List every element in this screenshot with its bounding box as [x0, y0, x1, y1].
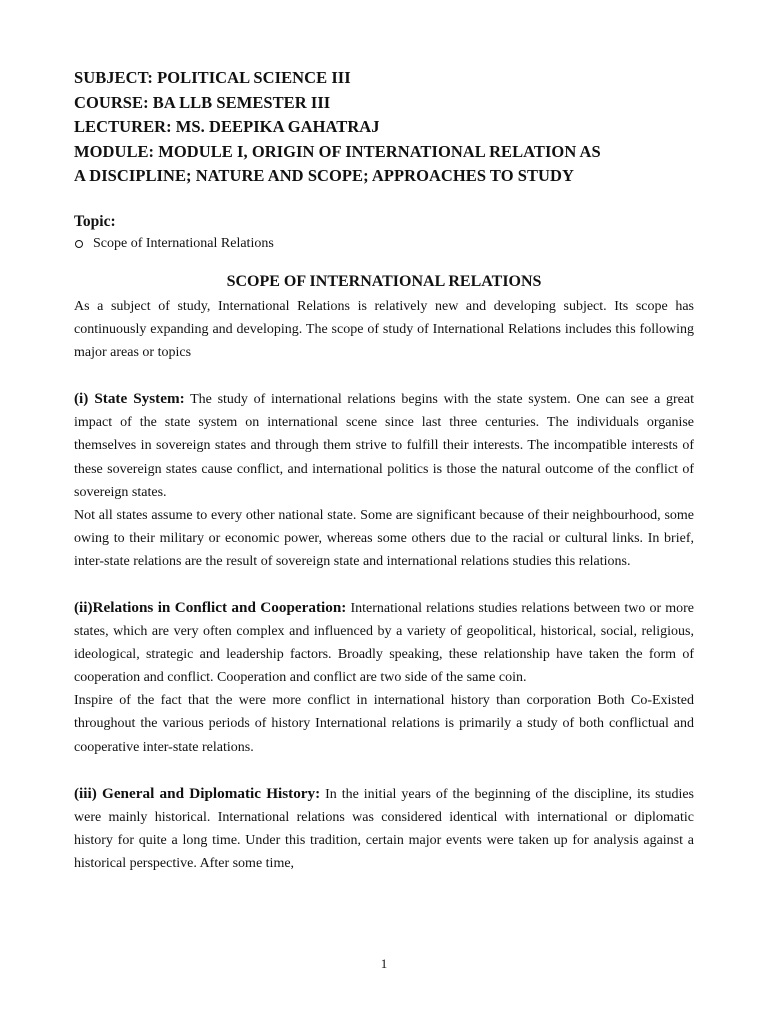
document-header — [74, 66, 694, 189]
topic-list-item — [74, 233, 694, 255]
section-title: SCOPE OF INTERNATIONAL RELATIONS — [226, 272, 542, 290]
conflict-cooperation-continuation: Inspire of the fact that the were more conflict in international history than corporation Both Co-Existed throughout the various periods of history International relations is primarily a study of both conflictual and cooperative inter-state relations. — [74, 693, 694, 755]
module-line: MODULE: MODULE I, ORIGIN OF INTERNATIONAL RELATION AS — [74, 141, 601, 161]
conflict-cooperation-heading: (ii)Relations in Conflict and Cooperation: — [74, 599, 347, 616]
diplomatic-history-paragraph — [74, 782, 694, 875]
intro-paragraph: As a subject of study, International Relations is relatively new and developing subject. Its scope has continuously expanding and developing. The scope of study of International Relations includes this following major areas or topics — [74, 298, 694, 361]
subject-line: SUBJECT: POLITICAL SCIENCE III — [74, 68, 351, 87]
course-line: COURSE: BA LLB SEMESTER III — [74, 92, 331, 112]
module-line-continued: A DISCIPLINE; NATURE AND SCOPE; APPROACHES TO STUDY — [74, 166, 574, 186]
diplomatic-history-text: In the initial years of the beginning of the discipline, its studies were mainly historical. International relations was considered identical with international or diplomatic history for quite a long time. Under this tradition, certain major events were taken up for analysis against a historical perspective. After some time, — [74, 786, 694, 871]
hollow-bullet-icon — [75, 240, 83, 248]
state-system-heading: (i) State System: — [74, 390, 185, 408]
topic-item-text: Scope of International Relations — [93, 235, 274, 251]
state-system-paragraph — [74, 387, 694, 503]
page-content — [74, 66, 694, 875]
diplomatic-history-heading: (iii) General and Diplomatic History: — [74, 784, 321, 802]
conflict-cooperation-paragraph — [74, 596, 694, 689]
topic-label: Topic: — [74, 212, 116, 230]
state-system-text: The study of international relations begins with the state system. One can see a great impact of the state system on international scene since last three centuries. The individuals organise themselves in sovereign states and through them strive to fulfill their interests. The incompatible interests of these sovereign states cause conflict, and international politics is those the natural outcome of the conflict of sovereign states. — [74, 392, 694, 500]
state-system-continuation: Not all states assume to every other national state. Some are significant because of their neighbourhood, some owing to their military or economic power, whereas some others due to the racial or cultural links. In brief, inter-state relations are the result of sovereign state and international relations studies this relations. — [74, 507, 694, 569]
lecturer-line: LECTURER: MS. DEEPIKA GAHATRAJ — [74, 117, 380, 137]
conflict-cooperation-text: International relations studies relations between two or more states, which are very often complex and influenced by a variety of geopolitical, historical, social, religious, ideological, strategic and leadership factors. Broadly speaking, these relationship have taken the form of cooperation and conflict. Cooperation and conflict are two side of the same coin. — [74, 601, 694, 686]
page-number: 1 — [380, 956, 388, 971]
